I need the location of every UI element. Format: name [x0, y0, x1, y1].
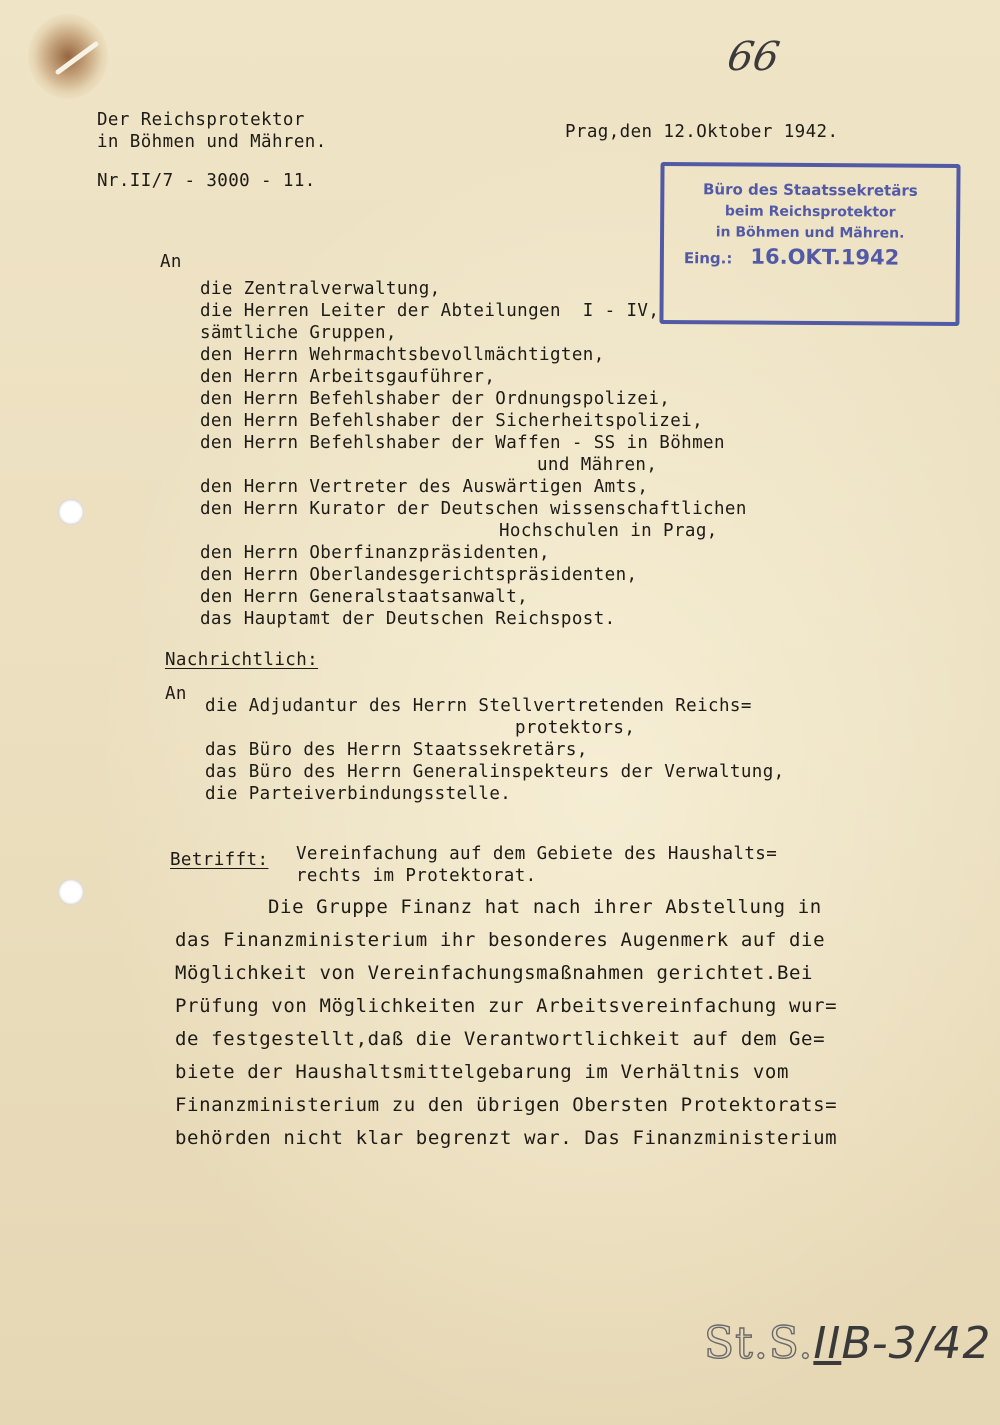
place-date: Prag,den 12.Oktober 1942.: [565, 122, 839, 142]
recipient-line-continued: und Mähren,: [537, 455, 658, 475]
body-line: das Finanzministerium ihr besonderes Augenmerk auf die: [175, 929, 826, 951]
recipient-line: den Herrn Oberlandesgerichtspräsidenten,: [200, 565, 638, 585]
recipient-line: den Herrn Befehlshaber der Ordnungspolizei,: [200, 389, 671, 409]
recipient-line: den Herrn Wehrmachtsbevollmächtigten,: [200, 345, 605, 365]
body-line: de festgestellt,daß die Verantwortlichkeit auf dem Ge=: [175, 1028, 826, 1050]
stamp-line-3: in Böhmen und Mähren.: [715, 224, 905, 242]
recipient-line: den Herrn Befehlshaber der Waffen - SS in Böhmen: [200, 433, 725, 453]
recipient-line: sämtliche Gruppen,: [200, 323, 397, 343]
reference-number: Nr.II/7 - 3000 - 11.: [97, 171, 316, 191]
recipient-line-continued: Hochschulen in Prag,: [499, 521, 718, 541]
subject-label: Betrifft:: [170, 850, 269, 870]
recipient-line: den Herrn Generalstaatsanwalt,: [200, 587, 529, 607]
stamp-line-2: beim Reichsprotektor: [724, 203, 896, 221]
copy-to-heading: Nachrichtlich:: [165, 650, 319, 670]
recipient-line: den Herrn Kurator der Deutschen wissenschaftlichen: [200, 499, 747, 519]
punch-hole-top: [58, 499, 84, 525]
punch-hole-bottom: [58, 879, 84, 905]
sender-line-2: in Böhmen und Mähren.: [97, 132, 327, 152]
body-line: Die Gruppe Finanz hat nach ihrer Abstellung in: [268, 896, 822, 918]
archive-mark-roman: II: [813, 1318, 842, 1369]
archive-mark-prefix: St.S.: [704, 1318, 814, 1369]
recipient-line: die Herren Leiter der Abteilungen I - IV,: [200, 301, 660, 321]
copy-to-line: die Parteiverbindungsstelle.: [205, 784, 512, 804]
recipients-to-label: An: [160, 252, 182, 272]
recipient-line: das Hauptamt der Deutschen Reichspost.: [200, 609, 616, 629]
recipient-line: den Herrn Arbeitsgauführer,: [200, 367, 496, 387]
copy-to-line: das Büro des Herrn Generalinspekteurs der Verwaltung,: [205, 762, 785, 782]
body-line: Prüfung von Möglichkeiten zur Arbeitsvereinfachung wur=: [175, 995, 838, 1017]
stamp-received-date: 16.OKT.1942: [750, 244, 900, 270]
subject-line-1: Vereinfachung auf dem Gebiete des Haushalts=: [296, 844, 778, 864]
body-line: behörden nicht klar begrenzt war. Das Finanzministerium: [175, 1127, 838, 1149]
copy-to-label: An: [165, 684, 187, 704]
subject-line-2: rechts im Protektorat.: [296, 866, 537, 886]
recipient-line: die Zentralverwaltung,: [200, 279, 441, 299]
recipient-line: den Herrn Vertreter des Auswärtigen Amts,: [200, 477, 649, 497]
stamp-received-label: Eing.:: [683, 249, 733, 268]
copy-to-line: die Adjudantur des Herrn Stellvertretenden Reichs=: [205, 696, 752, 716]
recipient-line: den Herrn Befehlshaber der Sicherheitspolizei,: [200, 411, 704, 431]
archive-mark-suffix: B-3/42: [841, 1318, 992, 1369]
paper-tear-mark: [52, 38, 102, 78]
copy-to-line-continued: protektors,: [515, 718, 636, 738]
body-line: biete der Haushaltsmittelgebarung im Verhältnis vom: [175, 1061, 789, 1083]
body-line: Finanzministerium zu den übrigen Obersten Protektorats=: [175, 1094, 838, 1116]
handwritten-page-number: 66: [723, 34, 783, 80]
body-line: Möglichkeit von Vereinfachungsmaßnahmen gerichtet.Bei: [175, 962, 814, 984]
sender-line-1: Der Reichsprotektor: [97, 110, 305, 130]
recipient-line: den Herrn Oberfinanzpräsidenten,: [200, 543, 550, 563]
received-stamp: [659, 162, 960, 326]
archive-mark: [704, 1318, 991, 1369]
copy-to-line: das Büro des Herrn Staatssekretärs,: [205, 740, 588, 760]
stamp-line-1: Büro des Staatssekretärs: [702, 180, 918, 200]
stamp-received: [684, 244, 900, 270]
